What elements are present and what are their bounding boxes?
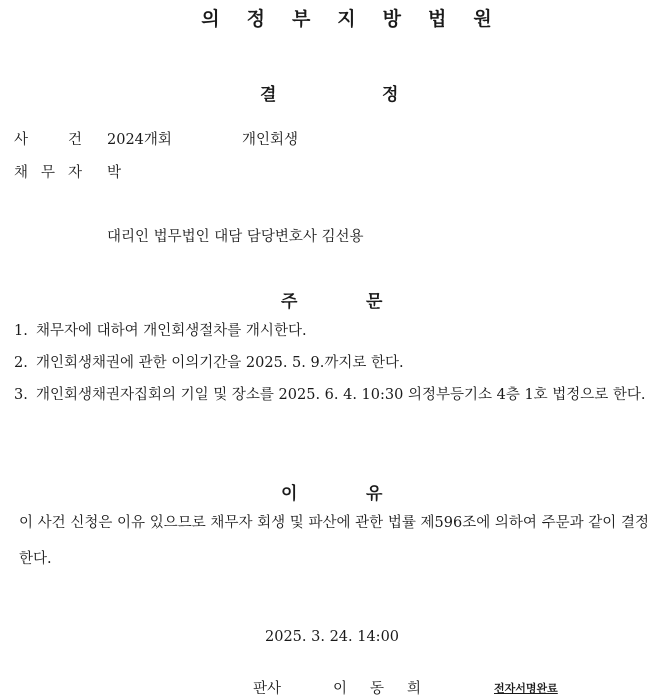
decision-datetime: 2025. 3. 24. 14:00 [265,629,400,645]
order-item [14,347,650,379]
signature-stamp: 전자서명완료 [494,682,558,695]
judge-name-char: 이 [333,681,348,697]
debtor-label [14,161,82,182]
order-item [14,379,650,411]
order-item-text: 개인회생채권에 관한 이의기간을 2025. 5. 9.까지로 한다. [36,355,404,371]
order-item-text: 개인회생채권자집회의 기일 및 장소를 2025. 6. 4. 10:30 의정부등기소 4층 1호 법정으로 한다. [36,387,646,403]
reason-text: 이 사건 신청은 이유 있으므로 채무자 회생 및 파산에 관한 법률 제596조에 의하여 주문과 같이 결정한다. [19,515,649,567]
judge-title: 판사 [253,681,282,697]
debtor-name: 박 [107,165,122,181]
case-label-char: 사 [14,132,29,148]
order-item-text: 채무자에 대하여 개인회생절차를 개시한다. [36,323,307,339]
order-item-number: 3. [14,387,28,403]
agent: 대리인 법무법인 대담 담당변호사 김선용 [107,229,364,245]
reason-heading-char-1: 이 [281,484,298,504]
order-item-number: 1. [14,323,28,339]
debtor-label-char: 자 [67,165,82,181]
court-name: 의정부지방법원 [201,8,519,30]
judge-name-char: 동 [370,681,385,697]
order-heading-char-1: 주 [281,292,298,312]
case-label-char: 건 [67,132,82,148]
order-item-number: 2. [14,355,28,371]
order-heading-char-2: 문 [366,292,383,312]
case-label [14,128,82,149]
reason-heading-char-2: 유 [366,484,383,504]
title-char-1: 결 [260,85,277,105]
case-type: 개인회생 [242,132,299,148]
title-char-2: 정 [382,85,399,105]
judge-name-char: 희 [407,681,422,697]
debtor-label-char: 무 [40,165,55,181]
debtor-label-char: 채 [14,165,29,181]
case-number: 2024개회 [107,132,172,148]
order-item [14,315,650,347]
